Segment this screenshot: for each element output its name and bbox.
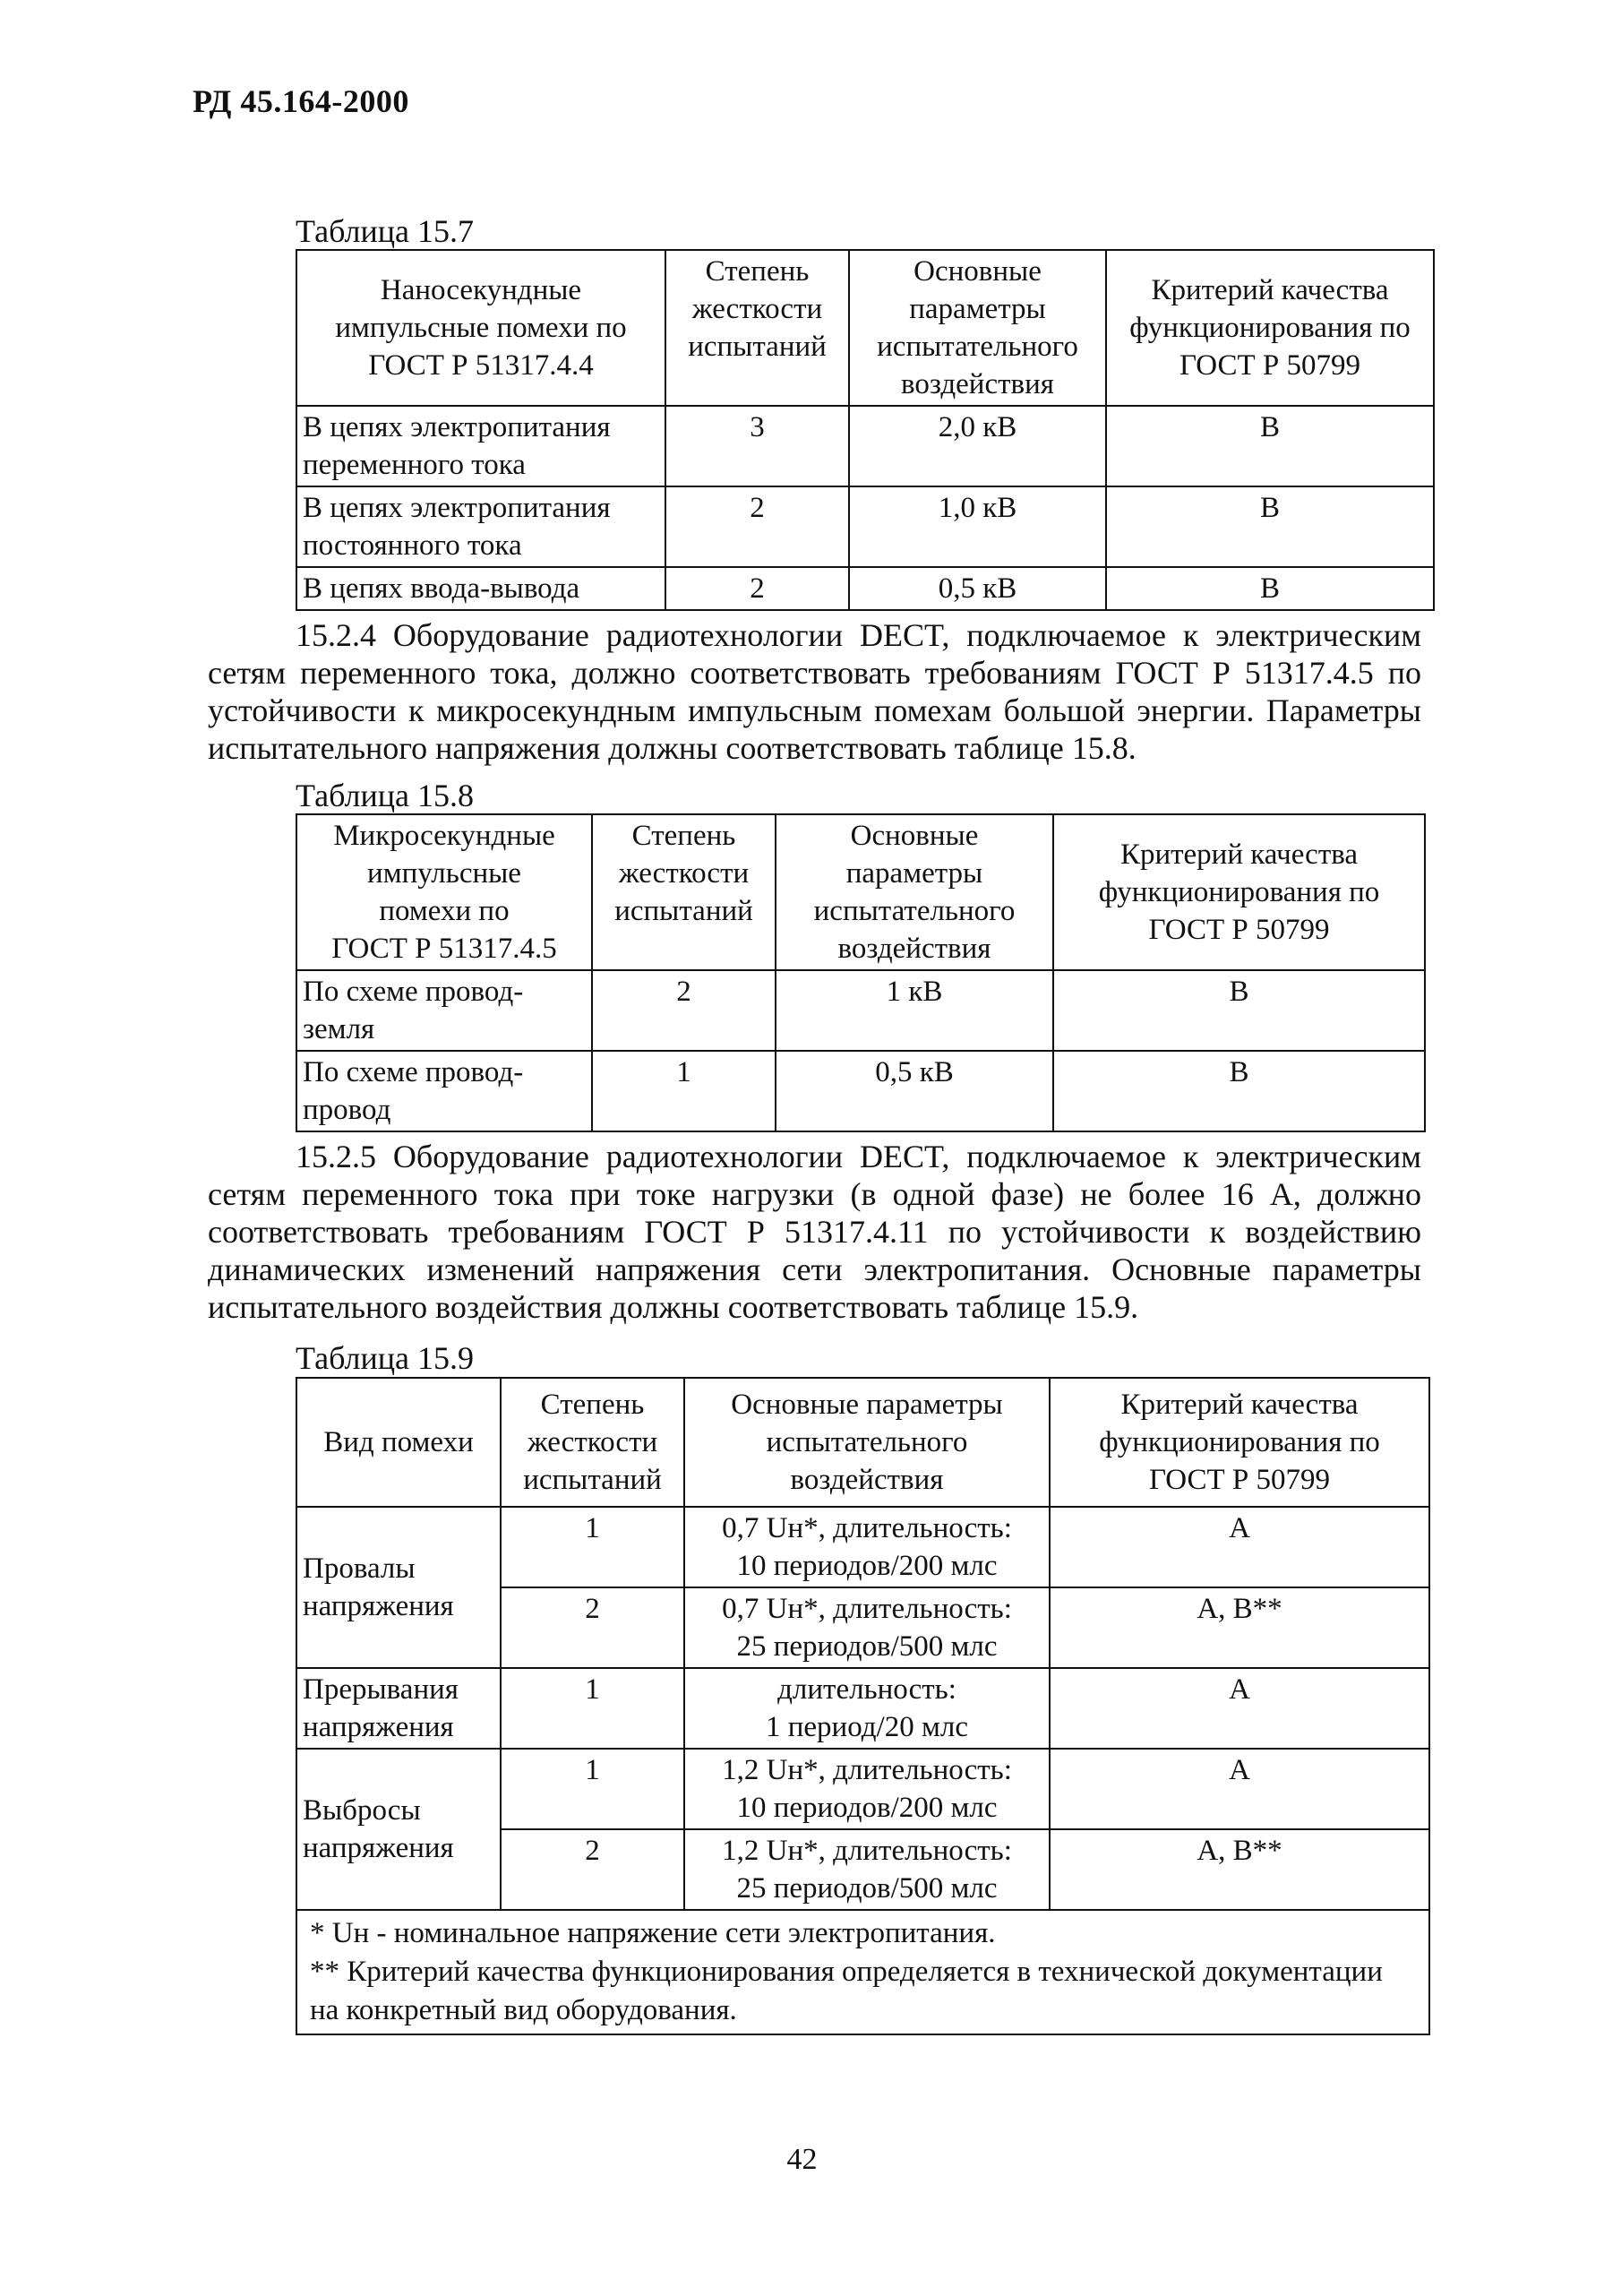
table-header-cell: Критерий качества функционирования по ГОСТ Р 50799 <box>1053 814 1425 970</box>
table-header-row <box>296 1378 1429 1507</box>
table-cell: 2 <box>501 1829 684 1910</box>
table-row <box>296 1051 1425 1131</box>
table-header-cell: Основные параметры испытательного воздействия <box>684 1378 1050 1507</box>
table-cell-type: Прерывания напряжения <box>296 1668 501 1749</box>
table-header-cell: Степень жесткости испытаний <box>592 814 776 970</box>
table-cell: длительность: 1 период/20 млс <box>684 1668 1050 1749</box>
paragraph-15-2-4 <box>208 616 1421 767</box>
document-code: РД 45.164-2000 <box>193 83 409 119</box>
table-cell: 2 <box>592 970 776 1051</box>
table-cell: 0,7 Uн*, длительность: 25 периодов/500 млс <box>684 1587 1050 1668</box>
table-15-8-caption: Таблица 15.8 <box>296 778 474 813</box>
table-header-cell: Степень жесткости испытаний <box>665 250 849 406</box>
table-header-cell: Микросекундные импульсные помехи по ГОСТ Р 51317.4.5 <box>296 814 592 970</box>
table-cell: А, В** <box>1050 1587 1429 1668</box>
table-15-7-caption: Таблица 15.7 <box>296 213 474 249</box>
table-cell: 2 <box>665 486 849 567</box>
table-header-row <box>296 250 1434 406</box>
table-row <box>296 1749 1429 1829</box>
paragraph-text: Оборудование радиотехнологии DECT, подключаемое к электрическим сетям переменного тока, должно соответствовать требованиям ГОСТ Р 51317.4.5 по устойчивости к микросекундным импульсным помехам большой энергии. Параметры испытательного напряжения должны соответствовать таблице 15.8. <box>208 617 1421 766</box>
table-row <box>296 1668 1429 1749</box>
page-number: 42 <box>786 2143 818 2176</box>
table-cell: В <box>1053 1051 1425 1131</box>
table-cell: 0,7 Uн*, длительность: 10 периодов/200 млс <box>684 1507 1050 1587</box>
table-cell: 1 кВ <box>776 970 1053 1051</box>
table-header-cell: Наносекундные импульсные помехи по ГОСТ Р 51317.4.4 <box>296 250 665 406</box>
table-cell: В <box>1106 406 1434 486</box>
table-cell: 0,5 кВ <box>849 567 1106 610</box>
table-cell: А <box>1050 1507 1429 1587</box>
paragraph-number: 15.2.5 <box>296 1139 376 1174</box>
table-cell: 2 <box>501 1587 684 1668</box>
table-header-cell: Степень жесткости испытаний <box>501 1378 684 1507</box>
paragraph-text: Оборудование радиотехнологии DECT, подключаемое к электрическим сетям переменного тока при токе нагрузки (в одной фазе) не более 16 А, должно соответствовать требованиям ГОСТ Р 51317.4.11 по устойчивости к воздействию динамических изменений напряжения сети электропитания. Основные параметры испытательного воздействия должны соответствовать таблице 15.9. <box>208 1139 1421 1325</box>
table-15-7 <box>296 249 1435 611</box>
table-row <box>296 486 1434 567</box>
table-notes-row <box>296 1910 1429 2034</box>
table-cell: 0,5 кВ <box>776 1051 1053 1131</box>
table-cell: 1 <box>501 1749 684 1829</box>
table-cell: В <box>1053 970 1425 1051</box>
table-cell: А, В** <box>1050 1829 1429 1910</box>
table-15-9-caption: Таблица 15.9 <box>296 1340 474 1376</box>
table-cell: 1 <box>592 1051 776 1131</box>
table-cell: В <box>1106 486 1434 567</box>
table-cell: В цепях электропитания переменного тока <box>296 406 665 486</box>
table-header-cell: Критерий качества функционирования по ГОСТ Р 50799 <box>1050 1378 1429 1507</box>
table-15-9 <box>296 1377 1430 2035</box>
table-header-cell: Основные параметры испытательного воздействия <box>776 814 1053 970</box>
table-cell: По схеме провод- провод <box>296 1051 592 1131</box>
table-cell: 1,2 Uн*, длительность: 25 периодов/500 млс <box>684 1829 1050 1910</box>
table-cell: 1,0 кВ <box>849 486 1106 567</box>
table-header-cell: Критерий качества функционирования по ГОСТ Р 50799 <box>1106 250 1434 406</box>
table-cell: В цепях ввода-вывода <box>296 567 665 610</box>
table-cell: А <box>1050 1668 1429 1749</box>
table-cell: 1 <box>501 1668 684 1749</box>
table-cell-type: Провалы напряжения <box>296 1507 501 1668</box>
paragraph-number: 15.2.4 <box>296 617 376 653</box>
paragraph-15-2-5 <box>208 1138 1421 1326</box>
table-cell: По схеме провод- земля <box>296 970 592 1051</box>
table-cell: 1,2 Uн*, длительность: 10 периодов/200 млс <box>684 1749 1050 1829</box>
table-row <box>296 1507 1429 1587</box>
table-cell: 2,0 кВ <box>849 406 1106 486</box>
table-cell: А <box>1050 1749 1429 1829</box>
table-row <box>296 970 1425 1051</box>
table-cell: В цепях электропитания постоянного тока <box>296 486 665 567</box>
table-15-8 <box>296 813 1426 1132</box>
table-cell: 1 <box>501 1507 684 1587</box>
note-nominal-voltage: * Uн - номинальное напряжение сети электропитания. <box>310 1917 996 1949</box>
table-row <box>296 567 1434 610</box>
table-header-cell: Основные параметры испытательного воздействия <box>849 250 1106 406</box>
table-notes <box>296 1910 1429 2034</box>
table-cell: В <box>1106 567 1434 610</box>
table-cell: 3 <box>665 406 849 486</box>
table-cell: 2 <box>665 567 849 610</box>
table-row <box>296 406 1434 486</box>
table-header-row <box>296 814 1425 970</box>
table-header-cell: Вид помехи <box>296 1378 501 1507</box>
table-cell-type: Выбросы напряжения <box>296 1749 501 1910</box>
note-quality-criterion: ** Критерий качества функционирования определяется в технической документации на конкретный вид оборудования. <box>310 1956 1383 2026</box>
